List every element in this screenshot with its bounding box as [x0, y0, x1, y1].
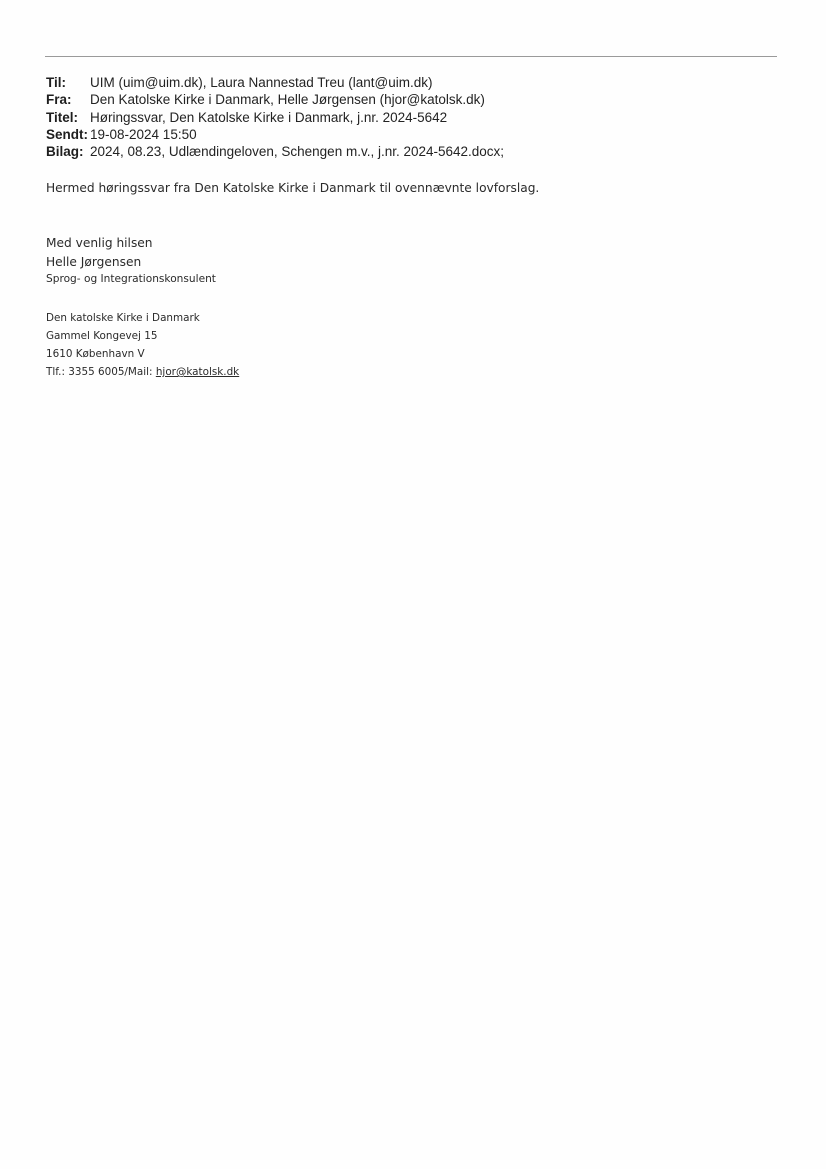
signature-city: 1610 København V — [46, 348, 145, 360]
email-header-block — [46, 74, 504, 160]
sender-name: Helle Jørgensen — [46, 255, 142, 269]
header-label-title: Titel: — [46, 109, 79, 125]
header-divider — [45, 56, 777, 57]
header-value-sent: 19-08-2024 15:50 — [90, 126, 197, 142]
header-value-to: UIM (uim@uim.dk), Laura Nannestad Treu (lant@uim.dk) — [90, 75, 433, 90]
header-row-from — [46, 91, 504, 108]
header-row-to — [46, 74, 504, 91]
header-value-title: Høringssvar, Den Katolske Kirke i Danmark, j.nr. 2024-5642 — [90, 109, 448, 125]
header-label-to: Til: — [46, 75, 66, 90]
greeting-text: Med venlig hilsen — [46, 236, 153, 250]
header-value-attachment: 2024, 08.23, Udlændingeloven, Schengen m.v., j.nr. 2024-5642.docx; — [90, 144, 505, 160]
header-label-from: Fra: — [46, 92, 72, 108]
signature-org-name: Den katolske Kirke i Danmark — [46, 312, 200, 324]
signature-block — [46, 309, 239, 381]
header-value-from: Den Katolske Kirke i Danmark, Helle Jørgensen (hjor@katolsk.dk) — [90, 92, 485, 108]
sender-role: Sprog- og Integrationskonsulent — [46, 273, 216, 285]
header-row-sent — [46, 126, 504, 143]
signature-contact-line — [46, 363, 239, 381]
header-label-attachment: Bilag: — [46, 144, 84, 160]
header-row-attachment — [46, 143, 504, 160]
intro-text: Hermed høringssvar fra Den Katolske Kirke i Danmark til ovennævnte lovforslag. — [46, 181, 540, 195]
header-row-title — [46, 109, 504, 126]
signature-email-link[interactable]: hjor@katolsk.dk — [155, 366, 240, 378]
header-label-sent: Sendt: — [46, 126, 88, 142]
signature-street: Gammel Kongevej 15 — [46, 330, 158, 342]
signature-phone: Tlf.: 3355 6005/Mail: — [46, 366, 156, 378]
